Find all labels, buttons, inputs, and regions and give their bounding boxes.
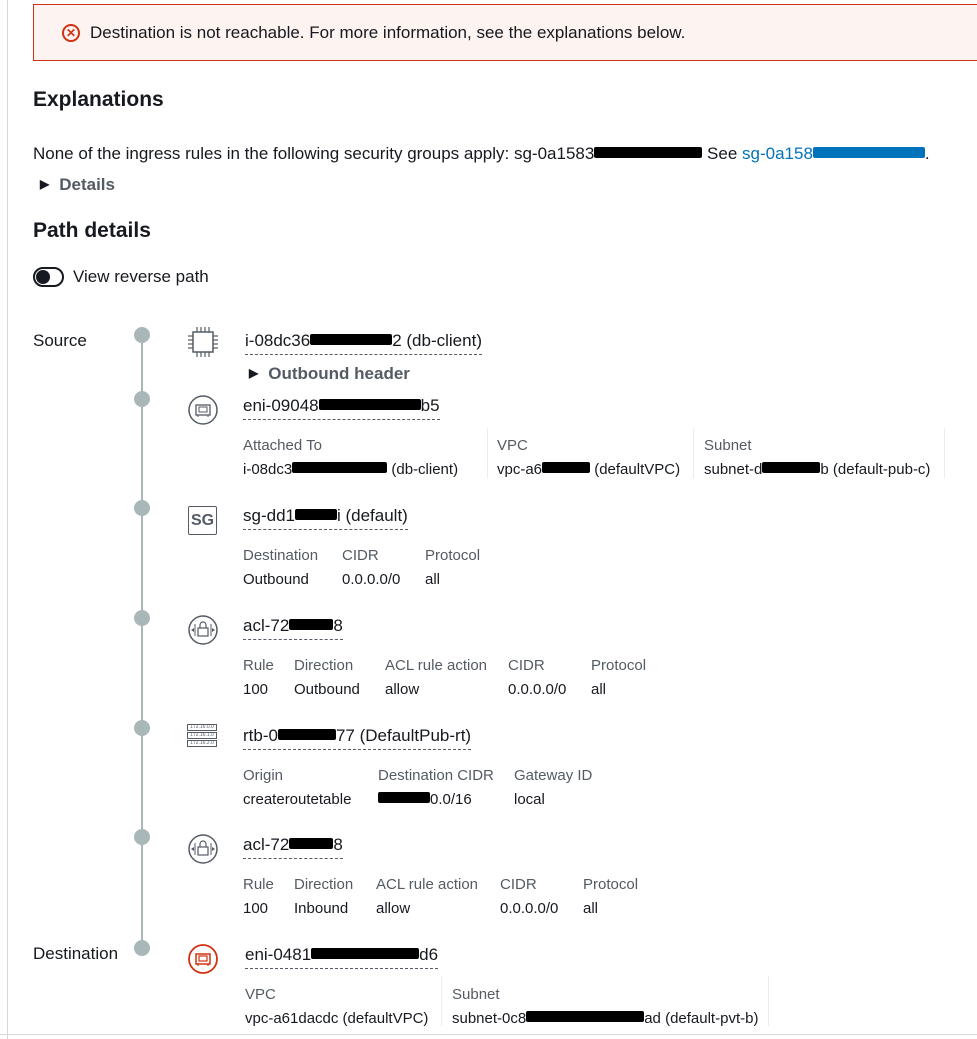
timeline-dot [134, 610, 150, 626]
divider [944, 428, 945, 478]
redacted-block [292, 462, 387, 473]
explanations-heading: Explanations [33, 88, 164, 111]
acl-protocol-field: Protocol all [583, 876, 639, 917]
vpc-field: VPC vpc-a6 (defaultVPC) [497, 437, 681, 478]
route-table-icon: 172.16.0.0 172.16.1.0 172.16.2.0 [187, 721, 217, 751]
subnet-field: Subnet subnet-d b (default-pub-c) [704, 437, 931, 478]
redacted-block [311, 948, 419, 959]
redacted-block [813, 147, 925, 158]
redacted-block [319, 399, 421, 410]
redacted-block [289, 619, 333, 630]
security-group-link[interactable]: sg-0a158 [742, 144, 925, 163]
source-eni-link[interactable]: eni-09048 b5 [243, 396, 440, 420]
redacted-block [526, 1011, 644, 1022]
caret-right-icon: ▶ [40, 177, 50, 191]
redacted-block [310, 334, 392, 345]
timeline-dot [134, 829, 150, 845]
outbound-header-expander[interactable]: ▶ Outbound header [249, 364, 410, 383]
divider [487, 428, 488, 478]
redacted-block [295, 509, 337, 520]
alert-message: Destination is not reachable. For more information, see the explanations below. [90, 22, 686, 42]
instance-link[interactable]: i-08dc36 2 (db-client) [245, 331, 482, 355]
route-destination-cidr-field: Destination CIDR 0.0/16 [378, 767, 494, 808]
route-gateway-field: Gateway ID local [514, 767, 593, 808]
redacted-block [289, 838, 333, 849]
destination-vpc-field: VPC vpc-a61dacdc (defaultVPC) [245, 986, 429, 1027]
acl-protocol-field: Protocol all [591, 657, 647, 698]
network-acl-icon [187, 614, 219, 646]
source-label: Source [33, 331, 87, 350]
acl-action-field: ACL rule action allow [385, 657, 487, 698]
timeline-dot [134, 940, 150, 956]
security-group-icon: SG [188, 506, 217, 535]
acl-cidr-field: CIDR 0.0.0.0/0 [508, 657, 567, 698]
sg-cidr-field: CIDR 0.0.0.0/0 [342, 547, 401, 588]
chip-icon [187, 326, 219, 358]
divider [441, 976, 442, 1026]
divider [693, 428, 694, 478]
security-group-resource-link[interactable]: sg-dd1 i (default) [243, 506, 408, 530]
page-left-border [7, 0, 8, 1039]
reverse-path-toggle[interactable] [33, 267, 64, 287]
redacted-block [542, 462, 590, 473]
redacted-block [378, 792, 430, 803]
network-acl-icon [187, 833, 219, 865]
network-interface-icon [187, 394, 219, 426]
timeline-dot [134, 500, 150, 516]
reverse-path-label: View reverse path [73, 267, 209, 286]
error-icon: ✕ [62, 24, 80, 42]
destination-label: Destination [33, 944, 119, 963]
acl-cidr-field: CIDR 0.0.0.0/0 [500, 876, 559, 917]
attached-to-field: Attached To i-08dc3 (db-client) [243, 437, 459, 478]
sg-protocol-field: Protocol all [425, 547, 481, 588]
details-expander[interactable]: ▶ Details [40, 175, 115, 194]
destination-subnet-field: Subnet subnet-0c8 ad (default-pvt-b) [452, 986, 759, 1027]
acl-direction-field: Direction Inbound [294, 876, 354, 917]
timeline-dot [134, 391, 150, 407]
page-bottom-border [0, 1034, 977, 1035]
acl-rule-field: Rule 100 [243, 657, 274, 698]
acl-rule-field: Rule 100 [243, 876, 274, 917]
path-details-heading: Path details [33, 219, 151, 242]
explanation-text: None of the ingress rules in the following security groups apply: sg-0a1583 See sg-0a158 . [33, 144, 930, 163]
redacted-block [278, 729, 336, 740]
caret-right-icon: ▶ [249, 366, 259, 380]
timeline-dot [134, 720, 150, 736]
path-timeline [141, 336, 143, 950]
route-origin-field: Origin createroutetable [243, 767, 352, 808]
timeline-dot [134, 327, 150, 343]
acl-action-field: ACL rule action allow [376, 876, 478, 917]
destination-eni-link[interactable]: eni-0481 d6 [245, 945, 438, 969]
acl-outbound-link[interactable]: acl-72 8 [243, 616, 343, 640]
sg-destination-field: Destination Outbound [243, 547, 319, 588]
acl-inbound-link[interactable]: acl-72 8 [243, 835, 343, 859]
redacted-block [594, 147, 702, 158]
network-interface-error-icon [187, 943, 219, 975]
route-table-link[interactable]: rtb-0 77 (DefaultPub-rt) [243, 726, 471, 750]
divider [768, 976, 769, 1026]
acl-direction-field: Direction Outbound [294, 657, 360, 698]
redacted-block [762, 462, 820, 473]
error-alert [33, 4, 977, 61]
